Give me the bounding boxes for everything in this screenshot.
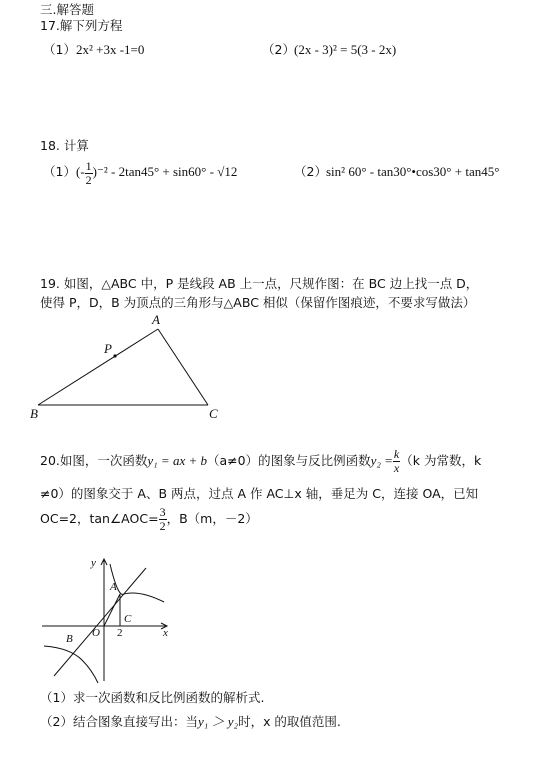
q19-triangle-figure bbox=[0, 305, 544, 425]
side-ab bbox=[38, 329, 158, 405]
segment-oa bbox=[104, 594, 120, 626]
q18-part1-pre: (- bbox=[76, 164, 85, 179]
label-x-axis: x bbox=[163, 627, 168, 639]
q20-inverse-den: x bbox=[393, 461, 400, 475]
q19-line2: 使得 P，D，B 为顶点的三角形与△ABC 相似（保留作图痕迹，不要求写做法） bbox=[40, 295, 476, 310]
q20-sub2-b: 时，x 的取值范围. bbox=[238, 714, 341, 729]
q18-part1-expression bbox=[76, 156, 237, 188]
q18-part1-frac-num: 1 bbox=[85, 158, 92, 173]
q20-sub2 bbox=[40, 714, 341, 730]
label-point-c: C bbox=[124, 613, 132, 625]
q17-part1-label: （1） bbox=[43, 42, 76, 57]
hyperbola-branch-first bbox=[110, 564, 164, 602]
label-point-b: B bbox=[66, 633, 73, 645]
label-point-a: A bbox=[110, 581, 117, 593]
q20-linear-function: y₁ = ax + b bbox=[147, 453, 207, 468]
hyperbola-branch-third bbox=[44, 646, 98, 683]
q20-tan-den: 2 bbox=[159, 519, 166, 533]
q18-part1-frac-den: 2 bbox=[85, 172, 92, 187]
label-a: A bbox=[152, 312, 160, 327]
q20-sub1: （1）求一次函数和反比例函数的解析式. bbox=[40, 690, 265, 705]
q18-part2-expression: sin² 60° - tan30°•cos30° + tan45° bbox=[326, 164, 500, 179]
q17-part1-equation: 2x² +3x -1=0 bbox=[76, 42, 145, 57]
q20-line3 bbox=[40, 504, 258, 534]
q20-line3-a: OC=2，tan∠AOC= bbox=[40, 511, 159, 526]
q20-inverse-num: k bbox=[393, 447, 400, 461]
q17-title: 17.解下列方程 bbox=[40, 18, 123, 33]
label-origin: O bbox=[92, 627, 100, 639]
q20-line1-c: （k 为常数，k bbox=[400, 453, 482, 468]
q17-part2-label: （2） bbox=[262, 42, 295, 57]
q18-part2-label: （2） bbox=[294, 164, 327, 179]
q20-sub2-inequality: y₁ ＞ y₂ bbox=[197, 714, 239, 729]
q20-line1-a: 20.如图，一次函数 bbox=[40, 453, 148, 468]
label-p: P bbox=[104, 341, 112, 356]
q20-tan-num: 3 bbox=[159, 505, 166, 519]
label-tick-two: 2 bbox=[117, 627, 123, 639]
side-ac bbox=[158, 329, 208, 405]
q18-part1-fraction bbox=[85, 160, 93, 187]
q20-line1-b: （a≠0）的图象与反比例函数 bbox=[207, 453, 371, 468]
q20-graph-figure bbox=[0, 548, 544, 688]
q20-tan-fraction bbox=[159, 506, 167, 533]
q18-part1-label: （1） bbox=[43, 164, 76, 179]
q17-part2-equation: (2x - 3)² = 5(3 - 2x) bbox=[294, 42, 397, 57]
label-y-axis: y bbox=[91, 557, 96, 569]
q20-line1 bbox=[40, 446, 481, 476]
label-c: C bbox=[209, 406, 218, 421]
linear-function-line bbox=[54, 568, 146, 676]
q20-line2: ≠0）的图象交于 A、B 两点，过点 A 作 AC⊥x 轴，垂足为 C，连接 OA，已知 bbox=[40, 486, 479, 501]
label-b: B bbox=[30, 406, 38, 421]
q20-line3-b: ，B（m，－2） bbox=[166, 511, 258, 526]
q20-inverse-pre: y₂ = bbox=[370, 453, 393, 468]
q20-sub2-a: （2）结合图象直接写出：当 bbox=[40, 714, 198, 729]
point-p bbox=[113, 354, 116, 357]
q18-title: 18. 计算 bbox=[40, 138, 89, 153]
q18-part1-post: )⁻² - 2tan45° + sin60° - √12 bbox=[92, 164, 238, 179]
q19-line1: 19. 如图，△ABC 中，P 是线段 AB 上一点，尺规作图：在 BC 边上找一点 D， bbox=[40, 276, 479, 291]
section-title: 三.解答题 bbox=[40, 2, 94, 17]
